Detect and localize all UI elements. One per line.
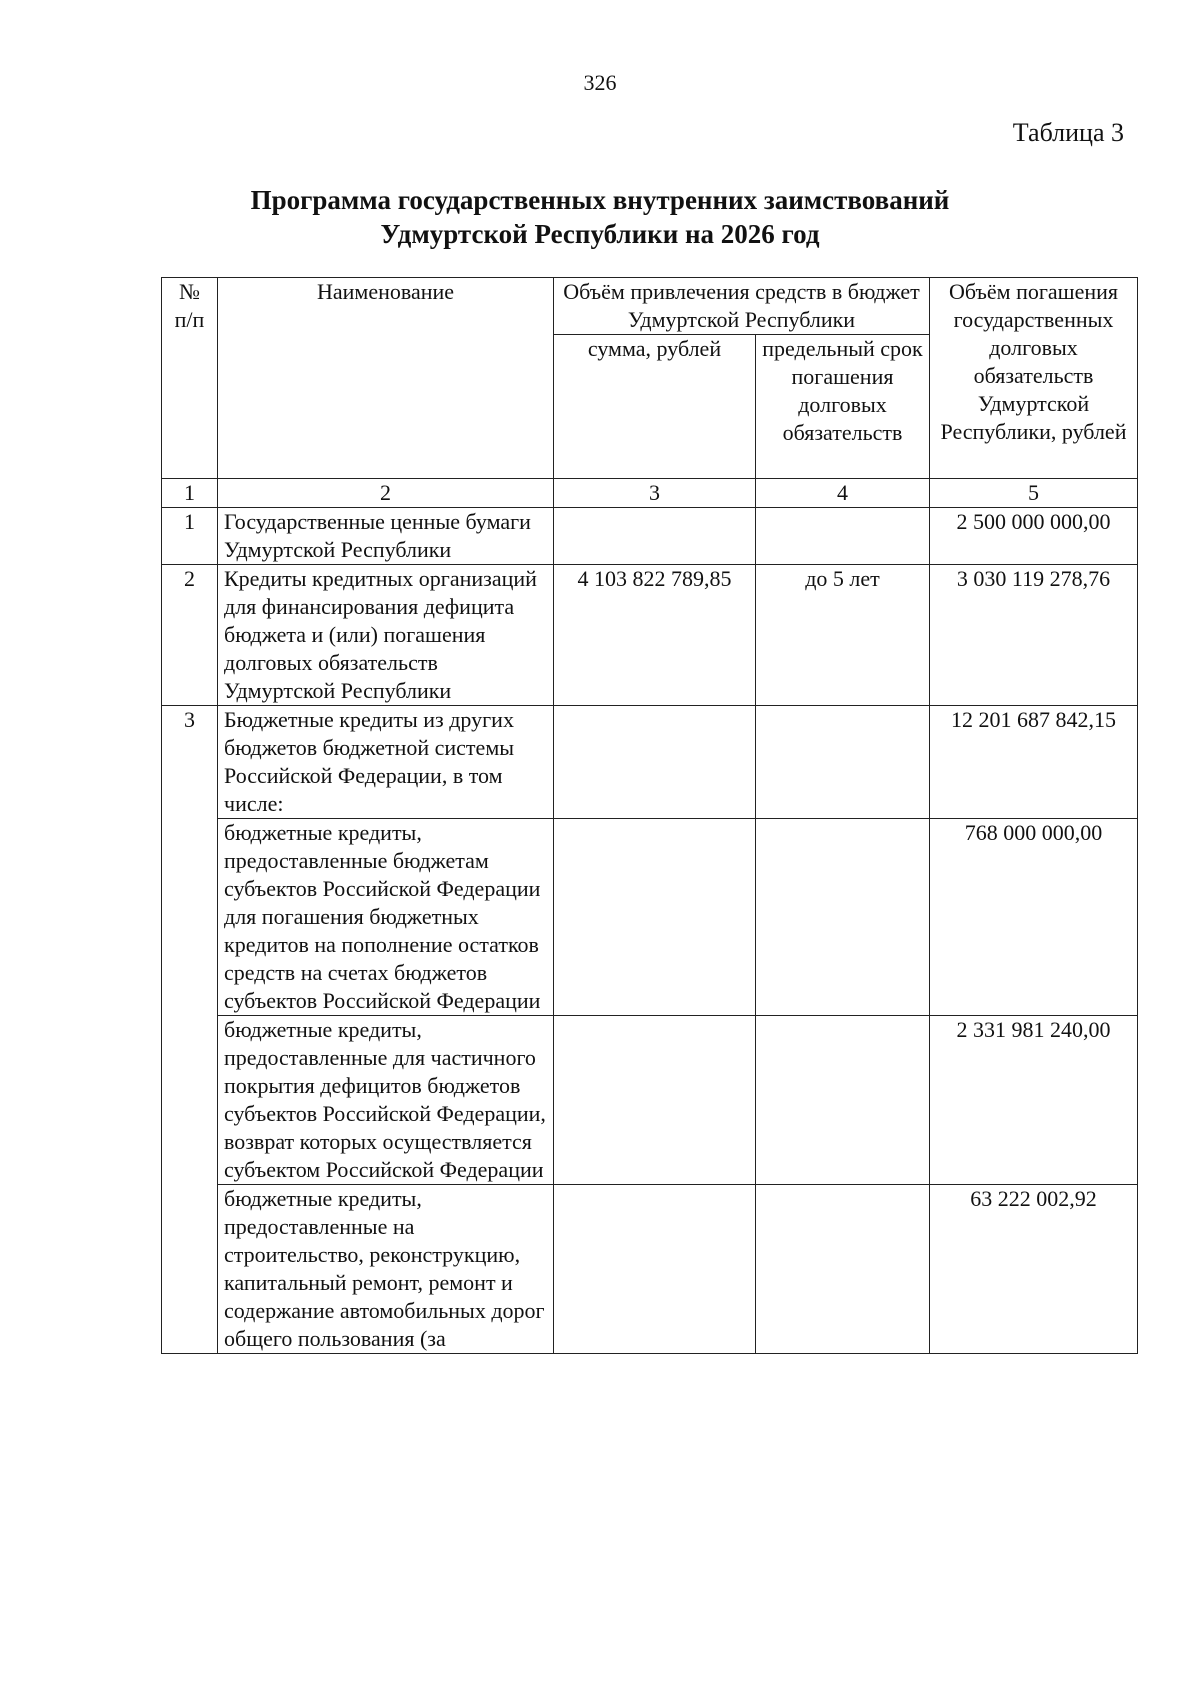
borrowing-program-table — [161, 277, 1138, 1354]
title-line-1: Программа государственных внутренних заимствований — [250, 185, 950, 215]
table-row — [162, 819, 1138, 1016]
row-repayment: 2 500 000 000,00 — [930, 508, 1138, 565]
row-name: бюджетные кредиты, предоставленные бюджетам субъектов Российской Федерации для погашения бюджетных кредитов на пополнение остатков средств на счетах бюджетов субъектов Российской Федерации — [218, 819, 554, 1016]
row-sum — [554, 819, 756, 1016]
page-number: 326 — [583, 70, 617, 95]
row-num: 1 — [162, 508, 218, 565]
row-repayment: 3 030 119 278,76 — [930, 565, 1138, 706]
table-row — [162, 1016, 1138, 1185]
row-term — [756, 1016, 930, 1185]
row-term — [756, 508, 930, 565]
row-term: до 5 лет — [756, 565, 930, 706]
table-label: Таблица 3 — [1012, 118, 1124, 147]
col-number: 5 — [930, 479, 1138, 508]
row-num: 2 — [162, 565, 218, 706]
header-name: Наименование — [218, 278, 554, 479]
row-term — [756, 706, 930, 819]
table-row — [162, 706, 1138, 819]
header-num: № п/п — [162, 278, 218, 479]
header-sum: сумма, рублей — [554, 335, 756, 479]
row-name: бюджетные кредиты, предоставленные для частичного покрытия дефицитов бюджетов субъектов Российской Федерации, возврат которых осуществляется субъектом Российской Федерации — [218, 1016, 554, 1185]
header-row-1 — [162, 278, 1138, 335]
row-sum — [554, 1016, 756, 1185]
col-number: 2 — [218, 479, 554, 508]
header-repayment: Объём погашения государственных долговых обязательств Удмуртской Республики, рублей — [930, 278, 1138, 479]
table-row — [162, 508, 1138, 565]
row-repayment: 63 222 002,92 — [930, 1185, 1138, 1354]
row-name: бюджетные кредиты, предоставленные на строительство, реконструкцию, капитальный ремонт, ремонт и содержание автомобильных дорог общего пользования (за — [218, 1185, 554, 1354]
row-sum: 4 103 822 789,85 — [554, 565, 756, 706]
col-number: 4 — [756, 479, 930, 508]
col-number: 3 — [554, 479, 756, 508]
row-repayment: 12 201 687 842,15 — [930, 706, 1138, 819]
row-sum — [554, 706, 756, 819]
row-name: Кредиты кредитных организаций для финансирования дефицита бюджета и (или) погашения долговых обязательств Удмуртской Республики — [218, 565, 554, 706]
header-attraction: Объём привлечения средств в бюджет Удмуртской Республики — [554, 278, 930, 335]
row-term — [756, 1185, 930, 1354]
row-sum — [554, 508, 756, 565]
col-number: 1 — [162, 479, 218, 508]
row-name: Бюджетные кредиты из других бюджетов бюджетной системы Российской Федерации, в том числе: — [218, 706, 554, 819]
title-line-2: Удмуртской Республики на 2026 год — [380, 219, 820, 249]
table-row — [162, 1185, 1138, 1354]
row-sum — [554, 1185, 756, 1354]
header-term: предельный срок погашения долговых обязательств — [756, 335, 930, 479]
document-title — [0, 183, 1200, 251]
row-num — [162, 819, 218, 1016]
table-row — [162, 565, 1138, 706]
row-repayment: 768 000 000,00 — [930, 819, 1138, 1016]
row-num — [162, 1016, 218, 1185]
row-repayment: 2 331 981 240,00 — [930, 1016, 1138, 1185]
column-number-row — [162, 479, 1138, 508]
row-num: 3 — [162, 706, 218, 819]
row-num — [162, 1185, 218, 1354]
row-term — [756, 819, 930, 1016]
row-name: Государственные ценные бумаги Удмуртской Республики — [218, 508, 554, 565]
